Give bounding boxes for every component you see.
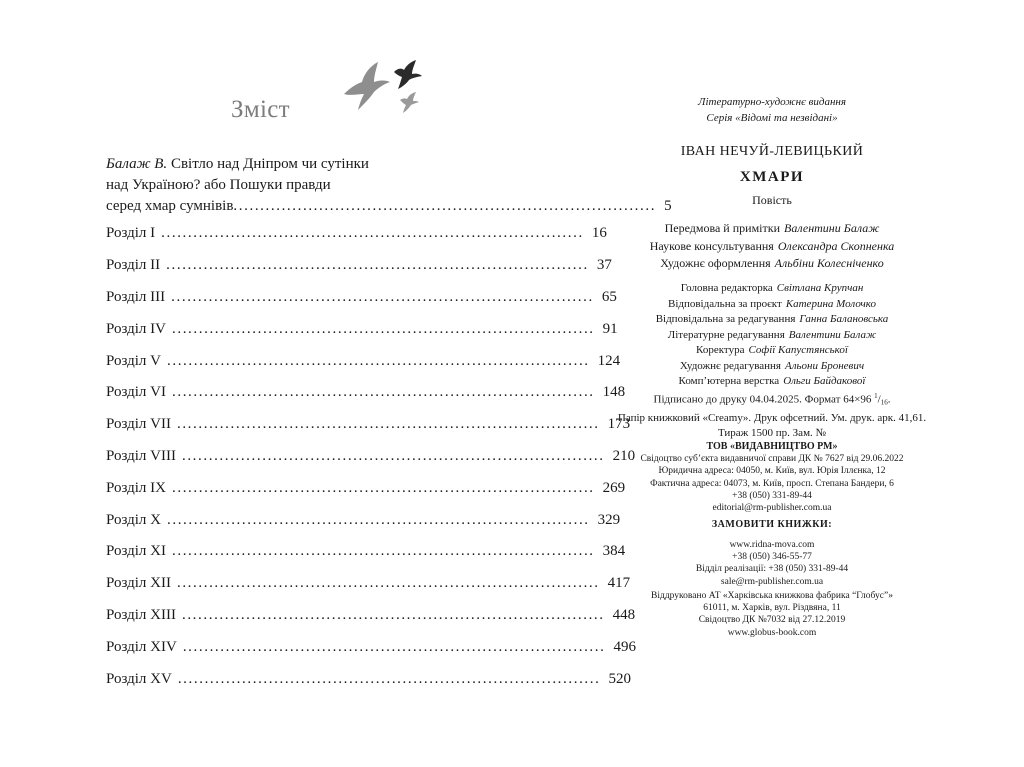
intro-title-line-2: над Україною? або Пошуки правди [106, 177, 331, 193]
print-signed-line: Підписано до друку 04.04.2025. Формат 64×96 $^1/_{16}$. [653, 392, 891, 407]
toc-chapter-item[interactable] [106, 377, 626, 409]
order-block [562, 539, 982, 588]
credit-name: Ольги Байдакової [783, 375, 866, 387]
toc-chapter-label: Розділ VII [106, 416, 171, 433]
toc-chapter-page: 16 [591, 225, 607, 242]
credit-line [562, 281, 982, 297]
credit-role: Передмова й примітки [664, 221, 780, 235]
credit-role: Головна редакторка [680, 282, 773, 294]
credit-role: Відповідальна за редагування [655, 313, 796, 325]
toc-chapter-label: Розділ VIII [106, 447, 176, 464]
toc-chapter-label: Розділ XII [106, 575, 171, 592]
publisher-name: ТОВ «ВИДАВНИЦТВО РМ» [706, 441, 838, 452]
credit-line [562, 343, 982, 359]
toc-chapter-label: Розділ ІІІ [106, 288, 166, 305]
credit-name: Катерина Молочко [785, 297, 877, 310]
print-signed-text: Підписано до друку 04.04.2025. Формат 64×96 [653, 393, 872, 406]
credit-role: Наукове консультування [649, 238, 774, 253]
toc-chapter-label: Розділ IX [106, 479, 166, 496]
toc-chapter-page: 210 [612, 447, 636, 464]
toc-chapter-page: 65 [601, 288, 617, 305]
toc-chapter-label: Розділ IV [106, 320, 166, 337]
dot-leader: ............................................................................... [171, 288, 594, 305]
toc-chapter-label: Розділ VI [106, 384, 166, 401]
toc-chapter-item[interactable] [106, 536, 626, 568]
credit-line [562, 312, 982, 328]
publisher-certificate: Свідоцтво суб’єкта видавничої справи ДК № 7627 від 29.06.2022 [640, 454, 904, 465]
toc-chapter-page: 520 [608, 670, 631, 687]
toc-chapter-page: 173 [607, 416, 631, 433]
dot-leader: ............................................................................... [167, 352, 590, 369]
credit-line [562, 374, 982, 390]
credit-name: Ганна Балановська [799, 313, 889, 325]
toc-chapter-label: Розділ V [106, 352, 161, 369]
dot-leader: ............................................................................... [181, 606, 605, 623]
order-sales-email[interactable]: sale@rm-publisher.com.ua [720, 576, 824, 587]
credit-line [562, 297, 982, 313]
print-info [562, 389, 982, 441]
credit-name: Олександра Скопненка [777, 238, 895, 253]
credit-name: Валентини Балаж [784, 221, 880, 235]
order-sales-phone: Відділ реалізації: +38 (050) 331-89-44 [695, 564, 849, 575]
printer-line-2: 61011, м. Харків, вул. Різдвяна, 11 [703, 603, 841, 614]
toc-chapter-page: 496 [613, 638, 636, 655]
toc-chapter-page: 417 [607, 575, 631, 592]
order-website[interactable]: www.ridna-mova.com [729, 540, 815, 550]
credits-staff [562, 281, 982, 390]
dot-leader: ............................................................................... [177, 670, 601, 687]
toc-title: Зміст [231, 96, 290, 123]
toc-chapter-item[interactable] [106, 504, 621, 536]
series-name: Серія «Відомі та незвідані» [706, 112, 838, 124]
toc-chapter-page: 124 [597, 352, 621, 369]
format-denominator: 16 [880, 398, 888, 407]
toc-chapter-item[interactable] [106, 250, 612, 282]
toc-chapter-page: 148 [602, 384, 626, 401]
toc-chapter-label: Розділ XIV [106, 638, 177, 655]
dot-leader: ............................................................................... [172, 479, 595, 496]
toc-chapter-page: 37 [596, 257, 612, 274]
credit-line [562, 238, 982, 256]
intro-author: Балаж В. [106, 156, 168, 172]
toc-chapter-label: Розділ XI [106, 543, 166, 560]
book-genre: Повість [752, 193, 792, 207]
dot-leader: ............................................................................... [182, 638, 606, 655]
dot-leader: ............................................................................... [166, 257, 589, 274]
book-author: ІВАН НЕЧУЙ-ЛЕВИЦЬКИЙ [680, 144, 864, 159]
imprint-page [512, 0, 1024, 767]
credit-line [562, 255, 982, 273]
credit-name: Валентини Балаж [788, 328, 877, 341]
toc-chapter-item[interactable] [106, 218, 607, 250]
credit-role: Комп’ютерна верстка [678, 375, 780, 387]
toc-chapter-item[interactable] [106, 441, 636, 473]
toc-intro-entry[interactable] [106, 154, 672, 217]
credit-name: Світлана Крупчан [776, 282, 864, 294]
toc-chapter-page: 269 [602, 479, 626, 496]
credit-line [562, 359, 982, 375]
credit-line [562, 328, 982, 344]
toc-chapter-list [106, 218, 636, 695]
toc-chapter-item[interactable] [106, 345, 621, 377]
toc-chapter-label: Розділ І [106, 225, 156, 242]
intro-page-number: 5 [664, 198, 672, 214]
publication-type: Літературно-художнє видання [698, 96, 846, 108]
publisher-phone: +38 (050) 331-89-44 [732, 490, 812, 501]
print-paper-line: Папір книжковий «Creamy». Друк офсетний. Ум. друк. арк. 41,61. [617, 411, 927, 424]
intro-line-1 [106, 154, 406, 175]
credit-role: Літературне редагування [667, 328, 785, 341]
toc-chapter-label: Розділ ІІ [106, 257, 161, 274]
intro-title-line-1: Світло над Дніпром чи сутінки [170, 156, 369, 172]
book-title: ХМАРИ [739, 169, 805, 185]
toc-chapter-label: Розділ XV [106, 670, 172, 687]
toc-chapter-item[interactable] [106, 282, 617, 314]
publisher-actual-address: Фактична адреса: 04073, м. Київ, просп. Степана Бандери, 6 [650, 478, 894, 489]
publisher-legal-address: Юридична адреса: 04050, м. Київ, вул. Юрія Іллєнка, 12 [658, 466, 886, 477]
print-run-line: Тираж 1500 пр. Зам. № [717, 426, 827, 439]
toc-chapter-page: 91 [602, 320, 618, 337]
dot-leader: ............................................................................... [172, 384, 595, 401]
toc-chapter-item[interactable] [106, 600, 636, 632]
toc-chapter-label: Розділ X [106, 511, 161, 528]
dot-leader: ............................................................................... [176, 575, 600, 592]
dot-leader: ............................................................................... [233, 198, 657, 214]
printer-website[interactable]: www.globus-book.com [727, 627, 817, 638]
dot-leader: ............................................................................... [161, 225, 584, 242]
format-numerator: 1 [874, 392, 878, 400]
toc-chapter-item[interactable] [106, 313, 618, 345]
toc-chapter-item[interactable] [106, 631, 636, 663]
credit-role: Художнє редагування [679, 359, 781, 372]
order-phone: +38 (050) 346-55-77 [732, 552, 812, 563]
publisher-email[interactable]: editorial@rm-publisher.com.ua [712, 503, 832, 514]
dot-leader: ............................................................................... [176, 416, 600, 433]
toc-chapter-item[interactable] [106, 568, 631, 600]
credit-name: Софії Капустянської [748, 344, 848, 356]
toc-chapter-page: 329 [597, 511, 621, 528]
credit-name: Альони Броневич [784, 359, 865, 372]
publisher-block [562, 441, 982, 514]
dot-leader: ............................................................................... [167, 511, 590, 528]
toc-chapter-page: 448 [612, 606, 636, 623]
credit-role: Відповідальна за проєкт [667, 297, 782, 310]
credit-name: Альбіни Колесніченко [774, 256, 884, 270]
printer-block [562, 590, 982, 639]
dot-leader: ............................................................................... [172, 320, 595, 337]
birds-illustration-icon [342, 58, 424, 118]
credit-role: Художнє оформлення [660, 256, 771, 270]
toc-chapter-page: 384 [602, 543, 626, 560]
toc-chapter-item[interactable] [106, 663, 631, 695]
credits-main [562, 220, 982, 273]
dot-leader: ............................................................................... [172, 543, 595, 560]
toc-chapter-item[interactable] [106, 472, 626, 504]
printer-line-1: Віддруковано АТ «Харківська книжкова фабрика “Глобус”» [651, 591, 893, 601]
dot-leader: ............................................................................... [181, 447, 605, 464]
intro-line-3 [106, 196, 672, 217]
intro-title-line-3: серед хмар сумнівів [106, 198, 234, 214]
credit-role: Коректура [696, 344, 745, 356]
order-title: ЗАМОВИТИ КНИЖКИ: [711, 519, 833, 530]
printer-line-3: Свідоцтво ДК №7032 від 27.12.2019 [698, 615, 846, 626]
toc-chapter-item[interactable] [106, 409, 631, 441]
credit-line [562, 220, 982, 238]
toc-chapter-label: Розділ XIII [106, 606, 176, 623]
